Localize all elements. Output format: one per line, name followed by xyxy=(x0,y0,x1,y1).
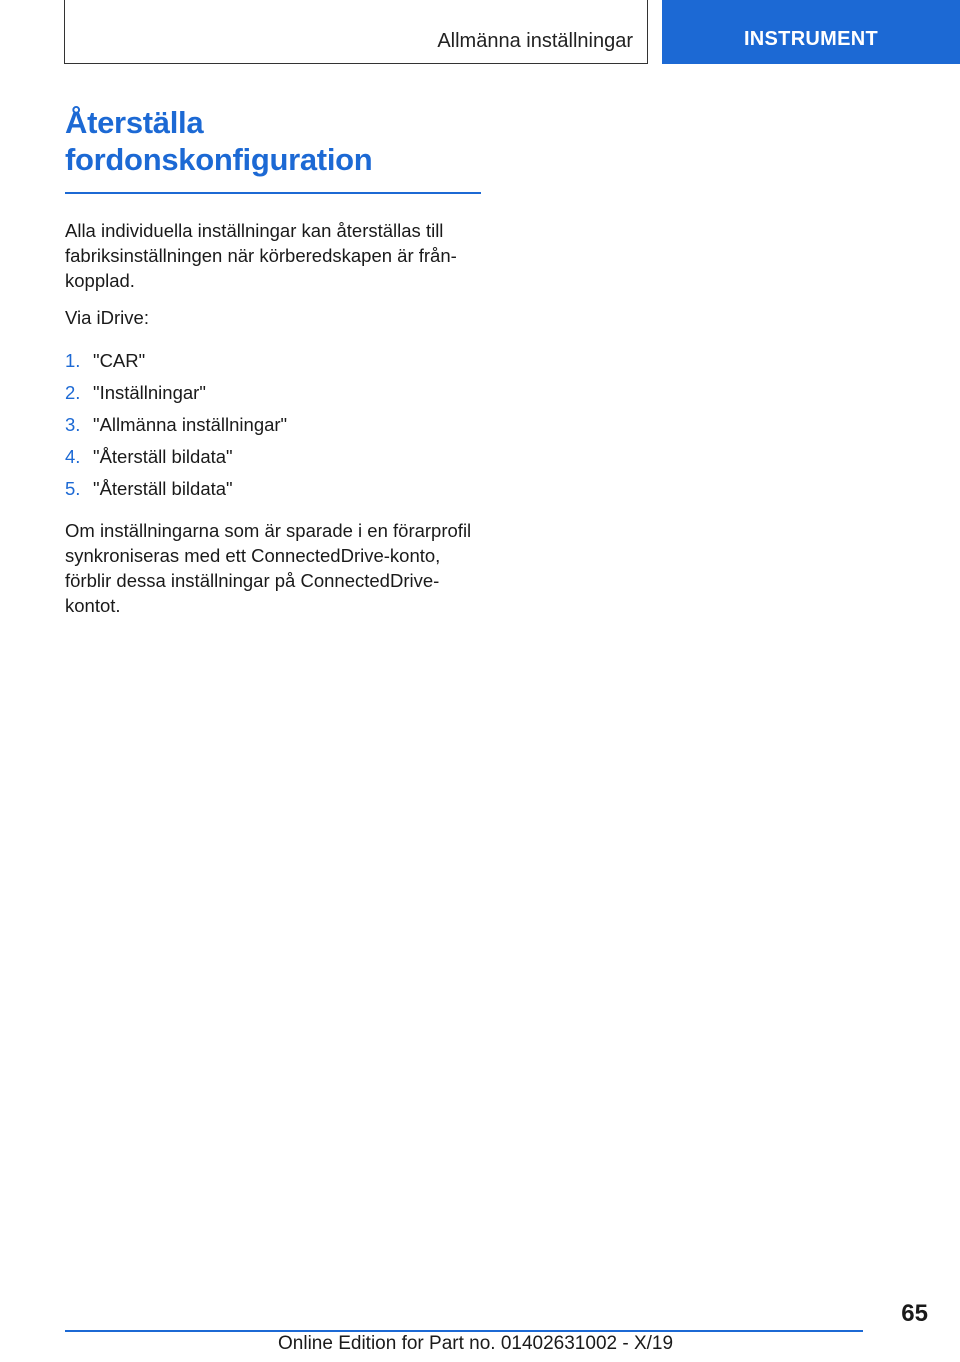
footer-divider xyxy=(65,1330,863,1332)
steps-list xyxy=(65,348,483,508)
step-number: 2. xyxy=(65,381,81,403)
step-item xyxy=(65,444,483,476)
step-number: 4. xyxy=(65,445,81,467)
step-text: "Återställ bildata" xyxy=(93,477,233,499)
step-text: "Inställningar" xyxy=(93,381,206,403)
via-idrive-label: Via iDrive: xyxy=(65,306,149,328)
title-divider xyxy=(65,192,481,194)
page-number: 65 xyxy=(901,1300,928,1327)
intro-paragraph: Alla individuella inställningar kan återställas till fabriksinställningen när körberedskapen är från-kopplad. xyxy=(65,219,457,291)
article xyxy=(65,104,483,630)
step-text: "Återställ bildata" xyxy=(93,445,233,467)
header-box xyxy=(64,0,648,64)
header-section-title: Allmänna inställningar xyxy=(437,30,633,52)
step-number: 3. xyxy=(65,413,81,435)
page-title-line2: fordonskonfiguration xyxy=(65,142,373,177)
note-paragraph: Om inställningarna som är sparade i en förarprofil synkroniseras med ett ConnectedDrive-konto, förblir dessa inställningar på ConnectedDrive-kontot. xyxy=(65,519,472,616)
step-item xyxy=(65,412,483,444)
page-title-line1: Återställa xyxy=(65,105,204,140)
step-item xyxy=(65,380,483,412)
step-item xyxy=(65,476,483,508)
step-number: 5. xyxy=(65,477,81,499)
step-text: "Allmänna inställningar" xyxy=(93,413,288,435)
header-chapter-tab: INSTRUMENT xyxy=(662,0,960,64)
page-title xyxy=(65,104,483,178)
step-number: 1. xyxy=(65,349,81,371)
step-text: "CAR" xyxy=(93,349,146,371)
footer-edition: Online Edition for Part no. 01402631002 - X/19 xyxy=(278,1333,674,1354)
step-item xyxy=(65,348,483,380)
